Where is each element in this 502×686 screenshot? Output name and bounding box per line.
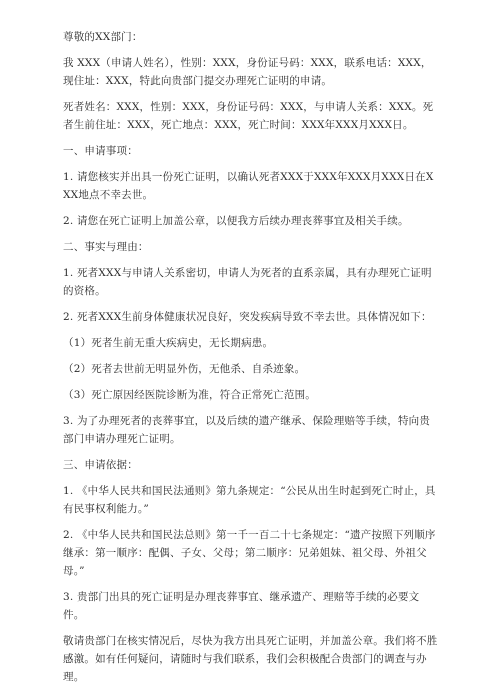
basis-item-1: 1. 《中华人民共和国民法通则》第九条规定：“公民从出生时起到死亡时止，具有民事权利能力。”	[63, 485, 436, 515]
request-item-1: 1. 请您核实并出具一份死亡证明，以确认死者XXX于XXX年XXX月XXX日在XXX地点不幸去世。	[63, 171, 434, 201]
applicant-intro: 我 XXX（申请人姓名），性别：XXX，身份证号码：XXX，联系电话：XXX，现住址：XXX，特此向贵部门提交办理死亡证明的申请。	[63, 57, 432, 87]
basis-item-3: 3. 贵部门出具的死亡证明是办理丧葬事宜、继承遗产、理赔等手续的必要文件。	[63, 591, 420, 621]
deceased-info: 死者姓名：XXX，性别：XXX，身份证号码：XXX，与申请人关系：XXX。死者生前住址：XXX，死亡地点：XXX，死亡时间：XXX年XXX月XXX日。	[63, 101, 434, 131]
section-heading-basis: 三、申请依据：	[63, 459, 138, 471]
facts-subitem-1: （1）死者生前无重大疾病史，无长期病患。	[63, 337, 274, 349]
section-heading-facts: 二、事实与理由：	[63, 241, 149, 253]
facts-item-3: 3. 为了办理死者的丧葬事宜，以及后续的遗产继承、保险理赔等手续，特向贵部门申请办理死亡证明。	[63, 415, 431, 445]
facts-subitem-2: （2）死者去世前无明显外伤，无他杀、自杀迹象。	[63, 363, 306, 375]
facts-item-1: 1. 死者XXX与申请人关系密切，申请人为死者的直系亲属，具有办理死亡证明的资格。	[63, 267, 432, 297]
facts-item-2: 2. 死者XXX生前身体健康状况良好，突发疾病导致不幸去世。具体情况如下：	[63, 311, 432, 323]
closing-paragraph: 敬请贵部门在核实情况后，尽快为我方出具死亡证明，并加盖公章。我们将不胜感激。如有任何疑问，请随时与我们联系，我们会积极配合贵部门的调查与办理。	[63, 635, 438, 683]
section-heading-request: 一、申请事项：	[63, 145, 138, 157]
basis-item-2: 2. 《中华人民共和国民法总则》第一千一百二十七条规定：“遗产按照下列顺序继承：第一顺序：配偶、子女、父母；第二顺序：兄弟姐妹、祖父母、外祖父母。”	[63, 529, 436, 577]
facts-subitem-3: （3）死亡原因经医院诊断为准，符合正常死亡范围。	[63, 389, 316, 401]
request-item-2: 2. 请您在死亡证明上加盖公章，以便我方后续办理丧葬事宜及相关手续。	[63, 215, 409, 227]
salutation: 尊敬的XX部门：	[63, 31, 143, 43]
